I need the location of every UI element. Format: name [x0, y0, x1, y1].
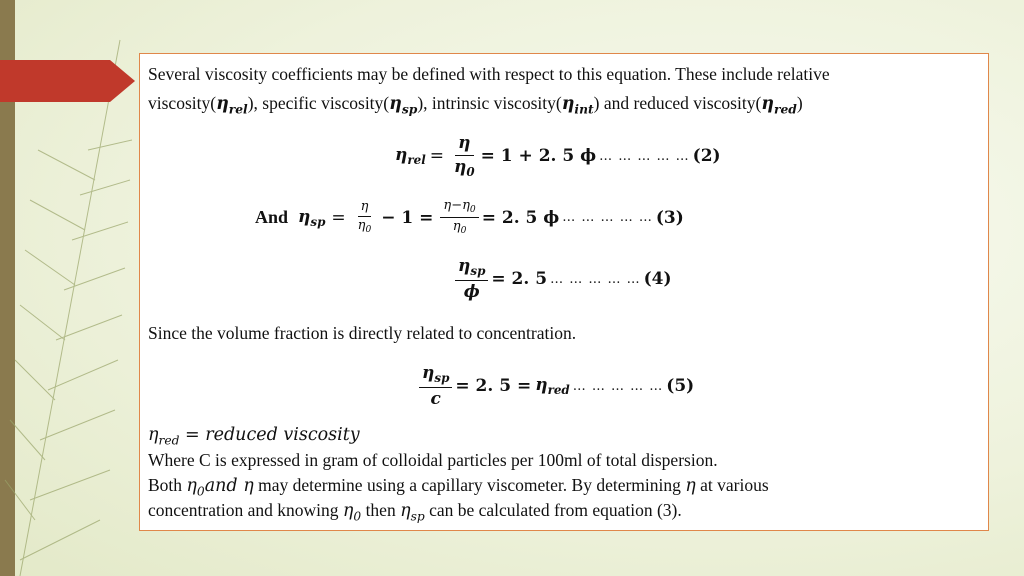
eq3-fraction-2: $\frac{\eta-\eta_0}{\eta_0}$ [440, 199, 478, 236]
equation-4: $\frac{\eta_{sp}}{\phi}$ = 2. 5 … … … … … (4) [452, 257, 672, 302]
last-line: concentration and knowing $\eta_0$ then $\eta_{sp}$ can be calculated from equation (3). [148, 500, 682, 524]
intro-seg-d: ) and reduced viscosity( [593, 93, 762, 113]
content-box [139, 53, 989, 531]
since-text: Since the volume fraction is directly related to concentration. [148, 323, 577, 343]
where-text: Where C is expressed in gram of colloidal particles per 100ml of total dispersion. [148, 450, 718, 470]
intro-seg-b: ), specific viscosity( [247, 93, 390, 113]
eq5-fraction: $\frac{\eta_{sp}}{c}$ [419, 364, 452, 409]
equation-2: $\eta_{rel}$ = $\frac{\eta}{\eta_0}$ = 1 + 2. 5 ϕ … … … … … (2) [395, 133, 721, 179]
eta-int-symbol: $\eta_{int}$ [561, 94, 594, 117]
intro-seg-c: ), intrinsic viscosity( [417, 93, 562, 113]
definition-line: $\eta_{red}$ = reduced viscosity [148, 425, 360, 448]
intro-line-1 [148, 66, 830, 84]
eta-rel-symbol: $\eta_{rel}$ [216, 94, 248, 117]
intro-text-1: Several viscosity coefficients may be defined with respect to this equation. These include relative [148, 64, 830, 84]
eq2-fraction: $\frac{\eta}{\eta_0}$ [453, 133, 475, 179]
equation-5: $\frac{\eta_{sp}}{c}$ = 2. 5 = $\eta_{red}$ … … … … … (5) [416, 364, 694, 409]
eq4-fraction: $\frac{\eta_{sp}}{\phi}$ [455, 257, 488, 302]
equation-3: And $\eta_{sp}$ = $\frac{\eta}{\eta_0}$ − 1 = $\frac{\eta-\eta_0}{\eta_0}$ = 2. 5 ϕ … … … … … (3) [255, 198, 684, 237]
red-arrow-shape [0, 60, 135, 102]
eq3-fraction-1: $\frac{\eta}{\eta_0}$ [357, 198, 372, 236]
intro-seg-e: ) [796, 93, 803, 113]
both-line: Both $\eta_0and$ η may determine using a capillary viscometer. By determining η at various [148, 475, 769, 499]
eta-sp-symbol: $\eta_{sp}$ [389, 94, 418, 117]
intro-seg-a: viscosity( [148, 93, 217, 113]
intro-line-2 [148, 95, 803, 116]
eta-red-symbol: $\eta_{red}$ [761, 94, 797, 117]
